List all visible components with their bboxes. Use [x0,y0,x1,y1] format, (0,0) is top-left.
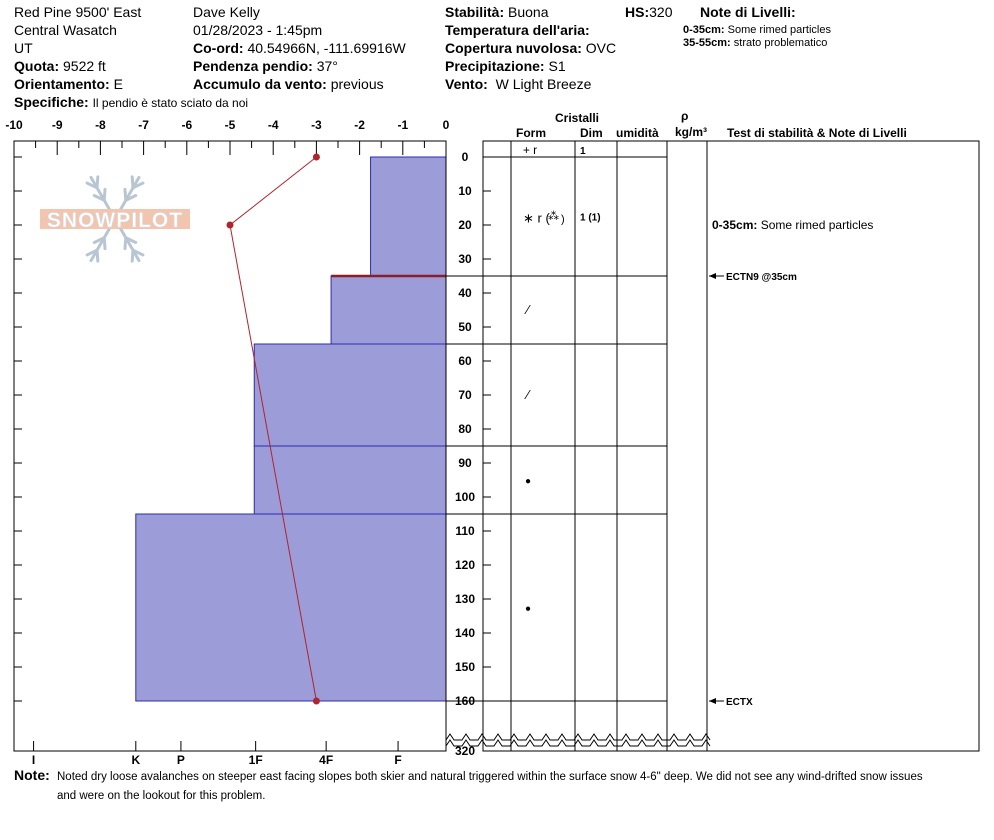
temp-tick-label: -9 [51,118,63,132]
datetime: 01/28/2023 - 1:45pm [193,22,323,38]
crystal-form-secondary: ⁂ [548,210,559,223]
hardness-layer [254,446,446,514]
layer-note-range: 0-35cm: [712,218,761,232]
depth-tick-label: 140 [454,626,476,640]
depth-break-label: 320 [454,744,476,758]
snowflake-branch [97,250,98,261]
stability-test-arrow [709,698,716,704]
observer: Dave Kelly [193,4,260,20]
layer-note-text: Some rimed particles [760,218,874,232]
moisture-header: umidità [616,126,659,140]
temp-tick-label: 0 [442,118,450,132]
temperature-point [313,698,320,705]
crystal-form: ∗ r ( [523,210,550,226]
specifics-label: Specifiche: [14,94,89,110]
snowflake-branch [104,238,105,249]
stability-label: Stabilità: [445,4,505,20]
snowflake-branch [132,177,133,188]
temp-tick-label: -10 [5,118,23,132]
crystal-form-close: ) [561,213,565,226]
crystal-form: ⁄ [526,302,530,317]
depth-tick-label: 70 [458,388,472,402]
layer-note-range: 35-55cm: [683,37,731,49]
temp-tick-label: -8 [95,118,106,132]
snowpilot-logo [40,177,190,261]
temperature-point [313,154,320,161]
hardness-layer [254,344,446,446]
depth-tick-label: 60 [458,354,472,368]
crystal-form: ⁄ [526,387,530,402]
temp-tick-label: -4 [267,118,279,132]
stability-test-label: ECTN9 @35cm [726,272,797,283]
temp-tick-label: -7 [138,118,149,132]
depth-tick-label: 20 [458,218,472,232]
slope-angle-label: Pendenza pendio: [193,58,313,74]
crystal-size: 1 (1) [580,212,601,224]
aspect-value: E [113,76,123,92]
cloud-cover-label: Copertura nuvolosa: [445,40,582,56]
elevation-label: Quota: [14,58,60,74]
density-unit-header: kg/m³ [675,125,708,139]
stability-test-label: ECTX [726,697,753,708]
temp-tick-label: -2 [354,118,365,132]
aspect-label: Orientamento: [14,76,110,92]
location-name: Red Pine 9500' East [14,4,142,20]
depth-tick-label: 90 [458,456,472,470]
snowflake-branch [125,189,126,200]
depth-tick-label: 150 [454,660,476,674]
snow-height-label: HS: [625,4,650,20]
mountain-range: Central Wasatch [14,22,117,38]
cloud-cover-value: OVC [585,40,617,56]
layer-note-text: Some rimed particles [727,24,831,36]
layer-note-text: strato problematico [733,37,828,49]
snowflake-branch [104,189,105,200]
snowflake-branch [132,250,133,261]
depth-tick-label: 0 [461,150,469,164]
layer-note-chart [712,218,873,232]
hardness-tick-label: 4F [319,753,334,767]
snowflake-branch [125,238,126,249]
depth-tick-label: 10 [458,184,472,198]
wind-label: Vento: [445,76,488,92]
coordinates-label: Co-ord: [193,40,244,56]
depth-tick-label: 120 [454,558,476,572]
layer-note-range: 0-35cm: [683,24,725,36]
stability-test-arrow [709,273,716,279]
size-header: Dim [580,126,603,140]
hardness-tick-label: F [394,753,402,767]
depth-tick-label: 100 [454,490,476,504]
temp-tick-label: -6 [181,118,193,132]
depth-tick-label: 130 [454,592,476,606]
crystal-form: ● [524,476,532,487]
specifics-value: Il pendio è stato sciato da noi [92,96,249,110]
precipitation-label: Precipitazione: [445,58,545,74]
snow-height-value: 320 [649,4,673,20]
state: UT [14,40,33,56]
depth-tick-label: 110 [455,524,475,538]
form-header: Form [516,126,546,140]
temp-tick-label: -1 [397,118,409,132]
crystal-form: ● [524,603,532,615]
precipitation-value: S1 [548,58,566,74]
hardness-layer [331,276,446,344]
elevation-value: 9522 ft [63,58,106,74]
stability-tests-header: Test di stabilità & Note di Livelli [727,126,907,140]
temp-tick-label: -5 [224,118,236,132]
density-symbol: ρ [681,109,689,123]
hardness-tick-label: K [131,753,141,767]
note-line-1: Noted dry loose avalanches on steeper east facing slopes both skier and natural triggered within the surface snow 4-6" deep. We did not see any wind-drifted snow issues [57,771,923,783]
layer-notes-title: Note di Livelli: [700,4,796,20]
depth-break-zigzag [446,740,710,746]
surface-crystal-size: 1 [580,146,586,157]
wind-value: W Light Breeze [495,76,592,92]
note-label: Note: [14,767,50,783]
crystals-header: Cristalli [555,111,600,125]
stability-value: Buona [508,4,549,20]
depth-tick-label: 80 [458,422,472,436]
depth-tick-label: 160 [454,694,476,708]
temperature-point [227,222,234,229]
coordinates-value: 40.54966N, -111.69916W [247,40,406,56]
hardness-layer [136,514,446,701]
hardness-layer [371,157,446,276]
note-line-2: and were on the lookout for this problem. [57,790,266,802]
snowflake-branch [97,177,98,188]
slope-angle-value: 37° [316,58,338,74]
air-temperature-label: Temperatura dell'aria: [445,22,590,38]
temp-tick-label: -3 [311,118,322,132]
depth-tick-label: 30 [458,252,472,266]
wind-loading-label: Accumulo da vento: [193,76,327,92]
hardness-tick-label: I [31,753,36,767]
depth-tick-label: 50 [458,320,472,334]
wind-loading-value: previous [330,76,384,92]
hardness-tick-label: 1F [248,753,263,767]
hardness-tick-label: P [176,753,185,767]
surface-crystal-form: + r [522,143,538,157]
depth-tick-label: 40 [458,286,472,300]
logo-text: SNOWPILOT [46,209,184,232]
